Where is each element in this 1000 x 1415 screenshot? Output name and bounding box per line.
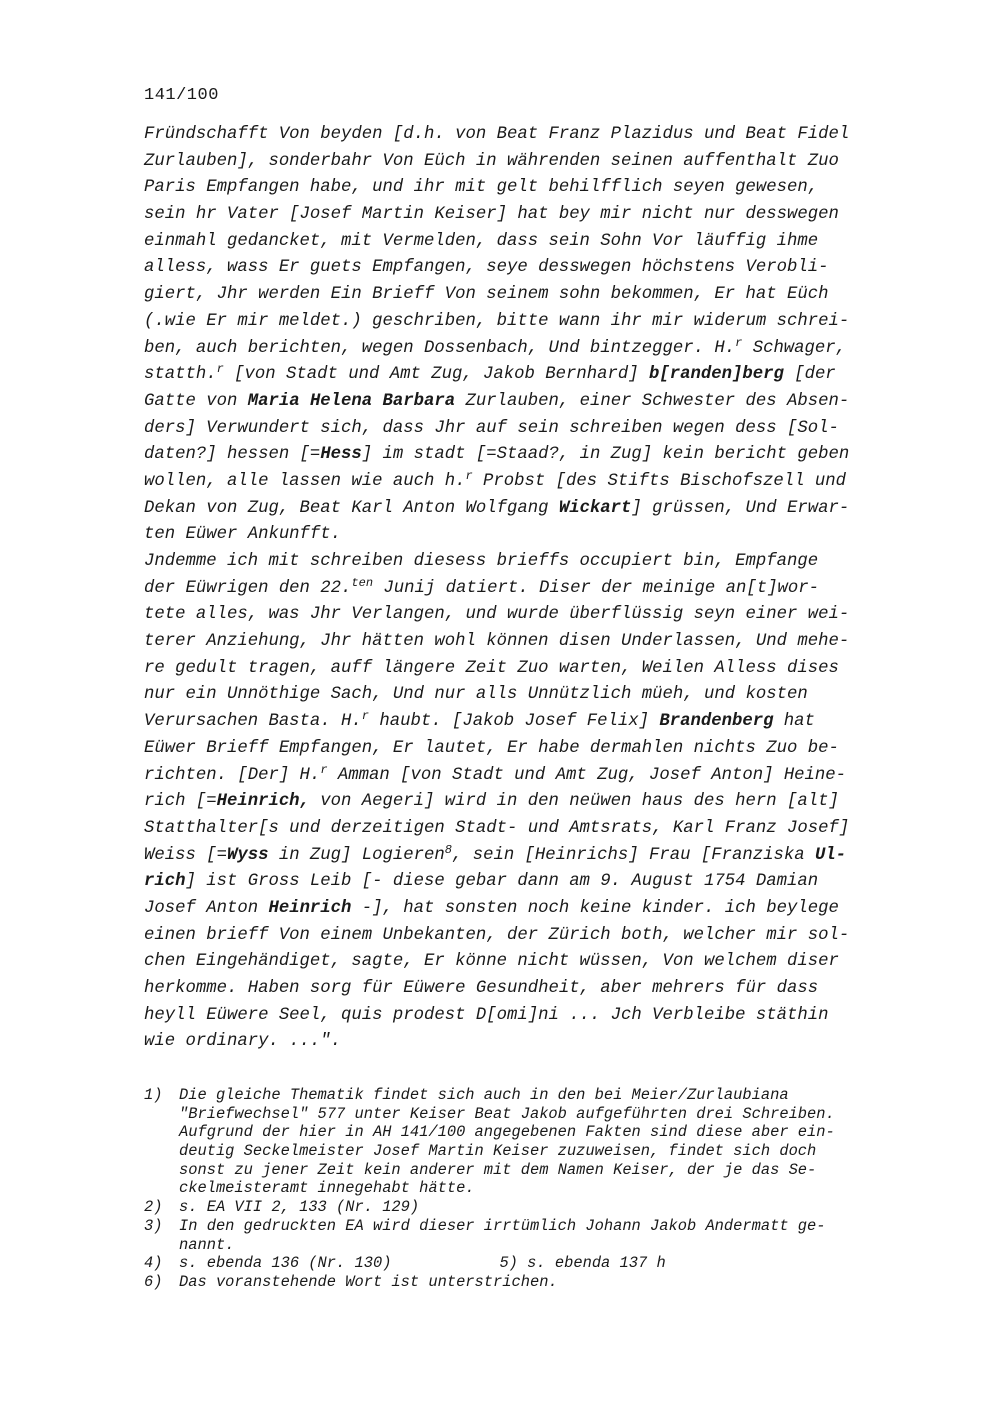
page-identifier: 141/100: [144, 86, 219, 105]
footnote-1-cont: [144, 1142, 914, 1161]
text-line: heyll Eüwere Seel, quis prodest D[omi]ni ... Jch Verbleibe stäthin: [144, 1005, 829, 1025]
bold-name: rich: [144, 872, 186, 892]
text-line: [144, 576, 904, 603]
text-line: [144, 896, 904, 923]
footnote-6: [144, 1273, 914, 1292]
footnote-1-cont: [144, 1105, 914, 1124]
text-line: nur ein Unnöthige Sach, Und nur alls Unnützlich müeh, und kosten: [144, 685, 808, 705]
footnote-text: ckelmeisteramt innegehabt hätte.: [179, 1179, 475, 1198]
text-line: wie ordinary. ...".: [144, 1032, 342, 1052]
text-segment: rich [=: [144, 792, 217, 812]
bold-name: Ul-: [814, 845, 847, 865]
footnote-text: In den gedruckten EA wird dieser irrtümlich Johann Jakob Andermatt ge-: [179, 1216, 826, 1235]
footnote-text: s. ebenda 137 h: [527, 1254, 666, 1273]
text-segment: wollen, alle lassen wie auch h.: [144, 471, 466, 491]
text-segment: Gatte von: [144, 391, 248, 411]
text-line: [144, 763, 904, 790]
text-line: re gedult tragen, auff längere Zeit Zuo warten, Weilen Alless dises: [144, 658, 839, 678]
bold-name: Hess: [320, 445, 362, 465]
text-line: Paris Empfangen habe, und ihr mit gelt behilfflich seyen gewesen,: [144, 178, 819, 198]
text-segment: der Eüwrigen den 22.: [144, 578, 352, 598]
superscript: r: [465, 468, 473, 483]
footnote-1: [144, 1086, 914, 1105]
text-line: (.wie Er mir meldet.) geschriben, bitte wann ihr mir widerum schrei-: [144, 311, 850, 331]
text-line: alless, wass Er guets Empfangen, seye desswegen höchstens Verobli-: [144, 258, 829, 278]
text-line: terer Anziehung, Jhr hätten wohl können disen Underlassen, Und mehe-: [144, 632, 850, 652]
text-segment: Probst [des Stifts Bischofszell und: [472, 471, 847, 491]
footnote-text: s. EA VII 2, 133 (Nr. 129): [179, 1198, 420, 1217]
footnote-number: 2): [144, 1198, 163, 1217]
bold-name: Heinrich: [268, 898, 352, 918]
letter-transcription: [144, 122, 904, 1056]
text-line: [144, 789, 904, 816]
text-line: ders] Verwundert sich, dass Jhr auf sein schreiben wegen dess [Sol-: [144, 418, 839, 438]
text-line: Eüwer Brieff Empfangen, Er lautet, Er habe dermahlen nichts Zuo be-: [144, 738, 839, 758]
footnote-text: Das voranstehende Wort ist unterstrichen.: [179, 1272, 558, 1291]
text-segment: Zurlauben, einer Schwester des Absen-: [455, 391, 850, 411]
footnote-text: deutig Seckelmeister Josef Martin Keiser zuzuweisen, findet sich doch: [179, 1142, 817, 1161]
text-segment: , sein [Heinrichs] Frau [Franziska: [451, 845, 815, 865]
text-line: tete alles, was Jhr Verlangen, und wurde überflüssig seyn einer wei-: [144, 605, 850, 625]
superscript: r: [735, 335, 743, 350]
footnote-ref: 8: [444, 842, 452, 857]
text-line: Statthalter[s und derzeitigen Stadt- und Amtsrats, Karl Franz Josef]: [144, 818, 850, 838]
text-segment: Dekan von Zug, Beat Karl Anton Wolfgang: [144, 498, 559, 518]
text-segment: [der: [783, 365, 836, 385]
text-line: [144, 843, 904, 870]
text-segment: Amman [von Stadt und Amt Zug, Josef Anton] Heine-: [327, 765, 847, 785]
footnote-1-cont: [144, 1179, 914, 1198]
superscript: r: [361, 709, 369, 724]
text-line: ten Eüwer Ankunfft.: [144, 525, 342, 545]
text-segment: haubt. [Jakob Josef Felix]: [368, 712, 660, 732]
footnote-number: 6): [144, 1272, 163, 1291]
text-line: [144, 336, 904, 363]
text-segment: Verursachen Basta. H.: [144, 712, 362, 732]
footnote-2: [144, 1198, 914, 1217]
text-line: [144, 869, 904, 896]
text-segment: daten?] hessen [=: [144, 445, 321, 465]
footnote-text: Die gleiche Thematik findet sich auch in den bei Meier/Zurlaubiana: [179, 1086, 789, 1104]
text-segment: von Aegeri] wird in den neüwen haus des hern [alt]: [309, 792, 839, 812]
text-line: [144, 362, 904, 389]
superscript: r: [320, 762, 328, 777]
text-segment: Weiss [=: [144, 845, 227, 865]
text-line: Jndemme ich mit schreiben diesess brieffs occupiert bin, Empfange: [144, 552, 819, 571]
text-line: herkomme. Haben sorg für Eüwere Gesundheit, aber mehrers für dass: [144, 979, 819, 998]
text-line: [144, 709, 904, 736]
bold-name: Wickart: [558, 498, 632, 518]
text-line: Zurlauben], sonderbahr Von Eüch in währenden seinen auffenthalt Zuo: [144, 151, 839, 171]
bold-name: Maria Helena Barbara: [247, 391, 456, 411]
bold-name: b[randen]berg: [649, 365, 784, 385]
footnotes: [144, 1086, 914, 1292]
footnote-number: 4): [144, 1254, 163, 1273]
footnote-text: "Briefwechsel" 577 unter Keiser Beat Jakob aufgeführten drei Schreiben.: [179, 1104, 835, 1123]
footnote-number: 1): [144, 1086, 163, 1104]
text-line: [144, 469, 904, 496]
footnote-text: Aufgrund der hier in AH 141/100 angegebenen Fakten sind diese aber ein-: [179, 1123, 835, 1142]
text-segment: Josef Anton: [144, 898, 269, 918]
text-line: [144, 442, 904, 469]
bold-name: Heinrich,: [216, 792, 310, 812]
text-segment: ben, auch berichten, wegen Dossenbach, Und bintzegger. H.: [144, 338, 736, 358]
text-segment: statth.: [144, 365, 217, 385]
footnote-text: nannt.: [179, 1235, 235, 1254]
text-segment: ] grüssen, Und Erwar-: [631, 498, 850, 518]
text-line: einmahl gedancket, mit Vermelden, dass sein Sohn Vor läuffig ihme: [144, 231, 819, 251]
text-line: [144, 389, 904, 416]
bold-name: Wyss: [226, 845, 269, 865]
text-segment: hat: [773, 712, 815, 732]
text-line: [144, 496, 904, 523]
text-segment: Junij datiert. Diser der meinige an[t]wor-: [373, 578, 819, 598]
footnote-4-5: [144, 1254, 914, 1273]
text-segment: ] im stadt [=Staad?, in Zug] kein bericht geben: [361, 445, 850, 465]
text-segment: richten. [Der] H.: [144, 765, 321, 785]
footnote-number: 5): [499, 1254, 518, 1273]
text-line: chen Eingehändiget, sagte, Er könne nicht wüssen, Von welchem diser: [144, 952, 839, 972]
text-line: einen brieff Von einem Unbekanten, der Zürich both, welcher mir sol-: [144, 925, 850, 945]
superscript: ten: [351, 575, 374, 590]
text-segment: ] ist Gross Leib [- diese gebar dann am 9. August 1754 Damian: [185, 872, 819, 892]
footnote-1-cont: [144, 1161, 914, 1180]
text-line: giert, Jhr werden Ein Brieff Von seinem sohn bekommen, Er hat Eüch: [144, 285, 829, 305]
text-segment: in Zug] Logieren: [268, 845, 445, 865]
text-segment: -], hat sonsten noch keine kinder. ich beylege: [351, 898, 839, 918]
text-line: sein hr Vater [Josef Martin Keiser] hat bey mir nicht nur desswegen: [144, 205, 839, 225]
text-segment: Schwager,: [742, 338, 847, 358]
text-line: Fründschafft Von beyden [d.h. von Beat Franz Plazidus und Beat Fidel: [144, 125, 850, 144]
footnote-1-cont: [144, 1123, 914, 1142]
footnote-text: sonst zu jener Zeit kein anderer mit dem Namen Keiser, der je das Se-: [179, 1160, 817, 1179]
footnote-3-cont: [144, 1236, 914, 1255]
bold-name: Brandenberg: [659, 712, 774, 732]
footnote-number: 3): [144, 1216, 163, 1235]
text-segment: [von Stadt und Amt Zug, Jakob Bernhard]: [223, 365, 649, 385]
footnote-text: s. ebenda 136 (Nr. 130): [179, 1254, 392, 1273]
footnote-3: [144, 1217, 914, 1236]
superscript: r: [216, 362, 224, 377]
